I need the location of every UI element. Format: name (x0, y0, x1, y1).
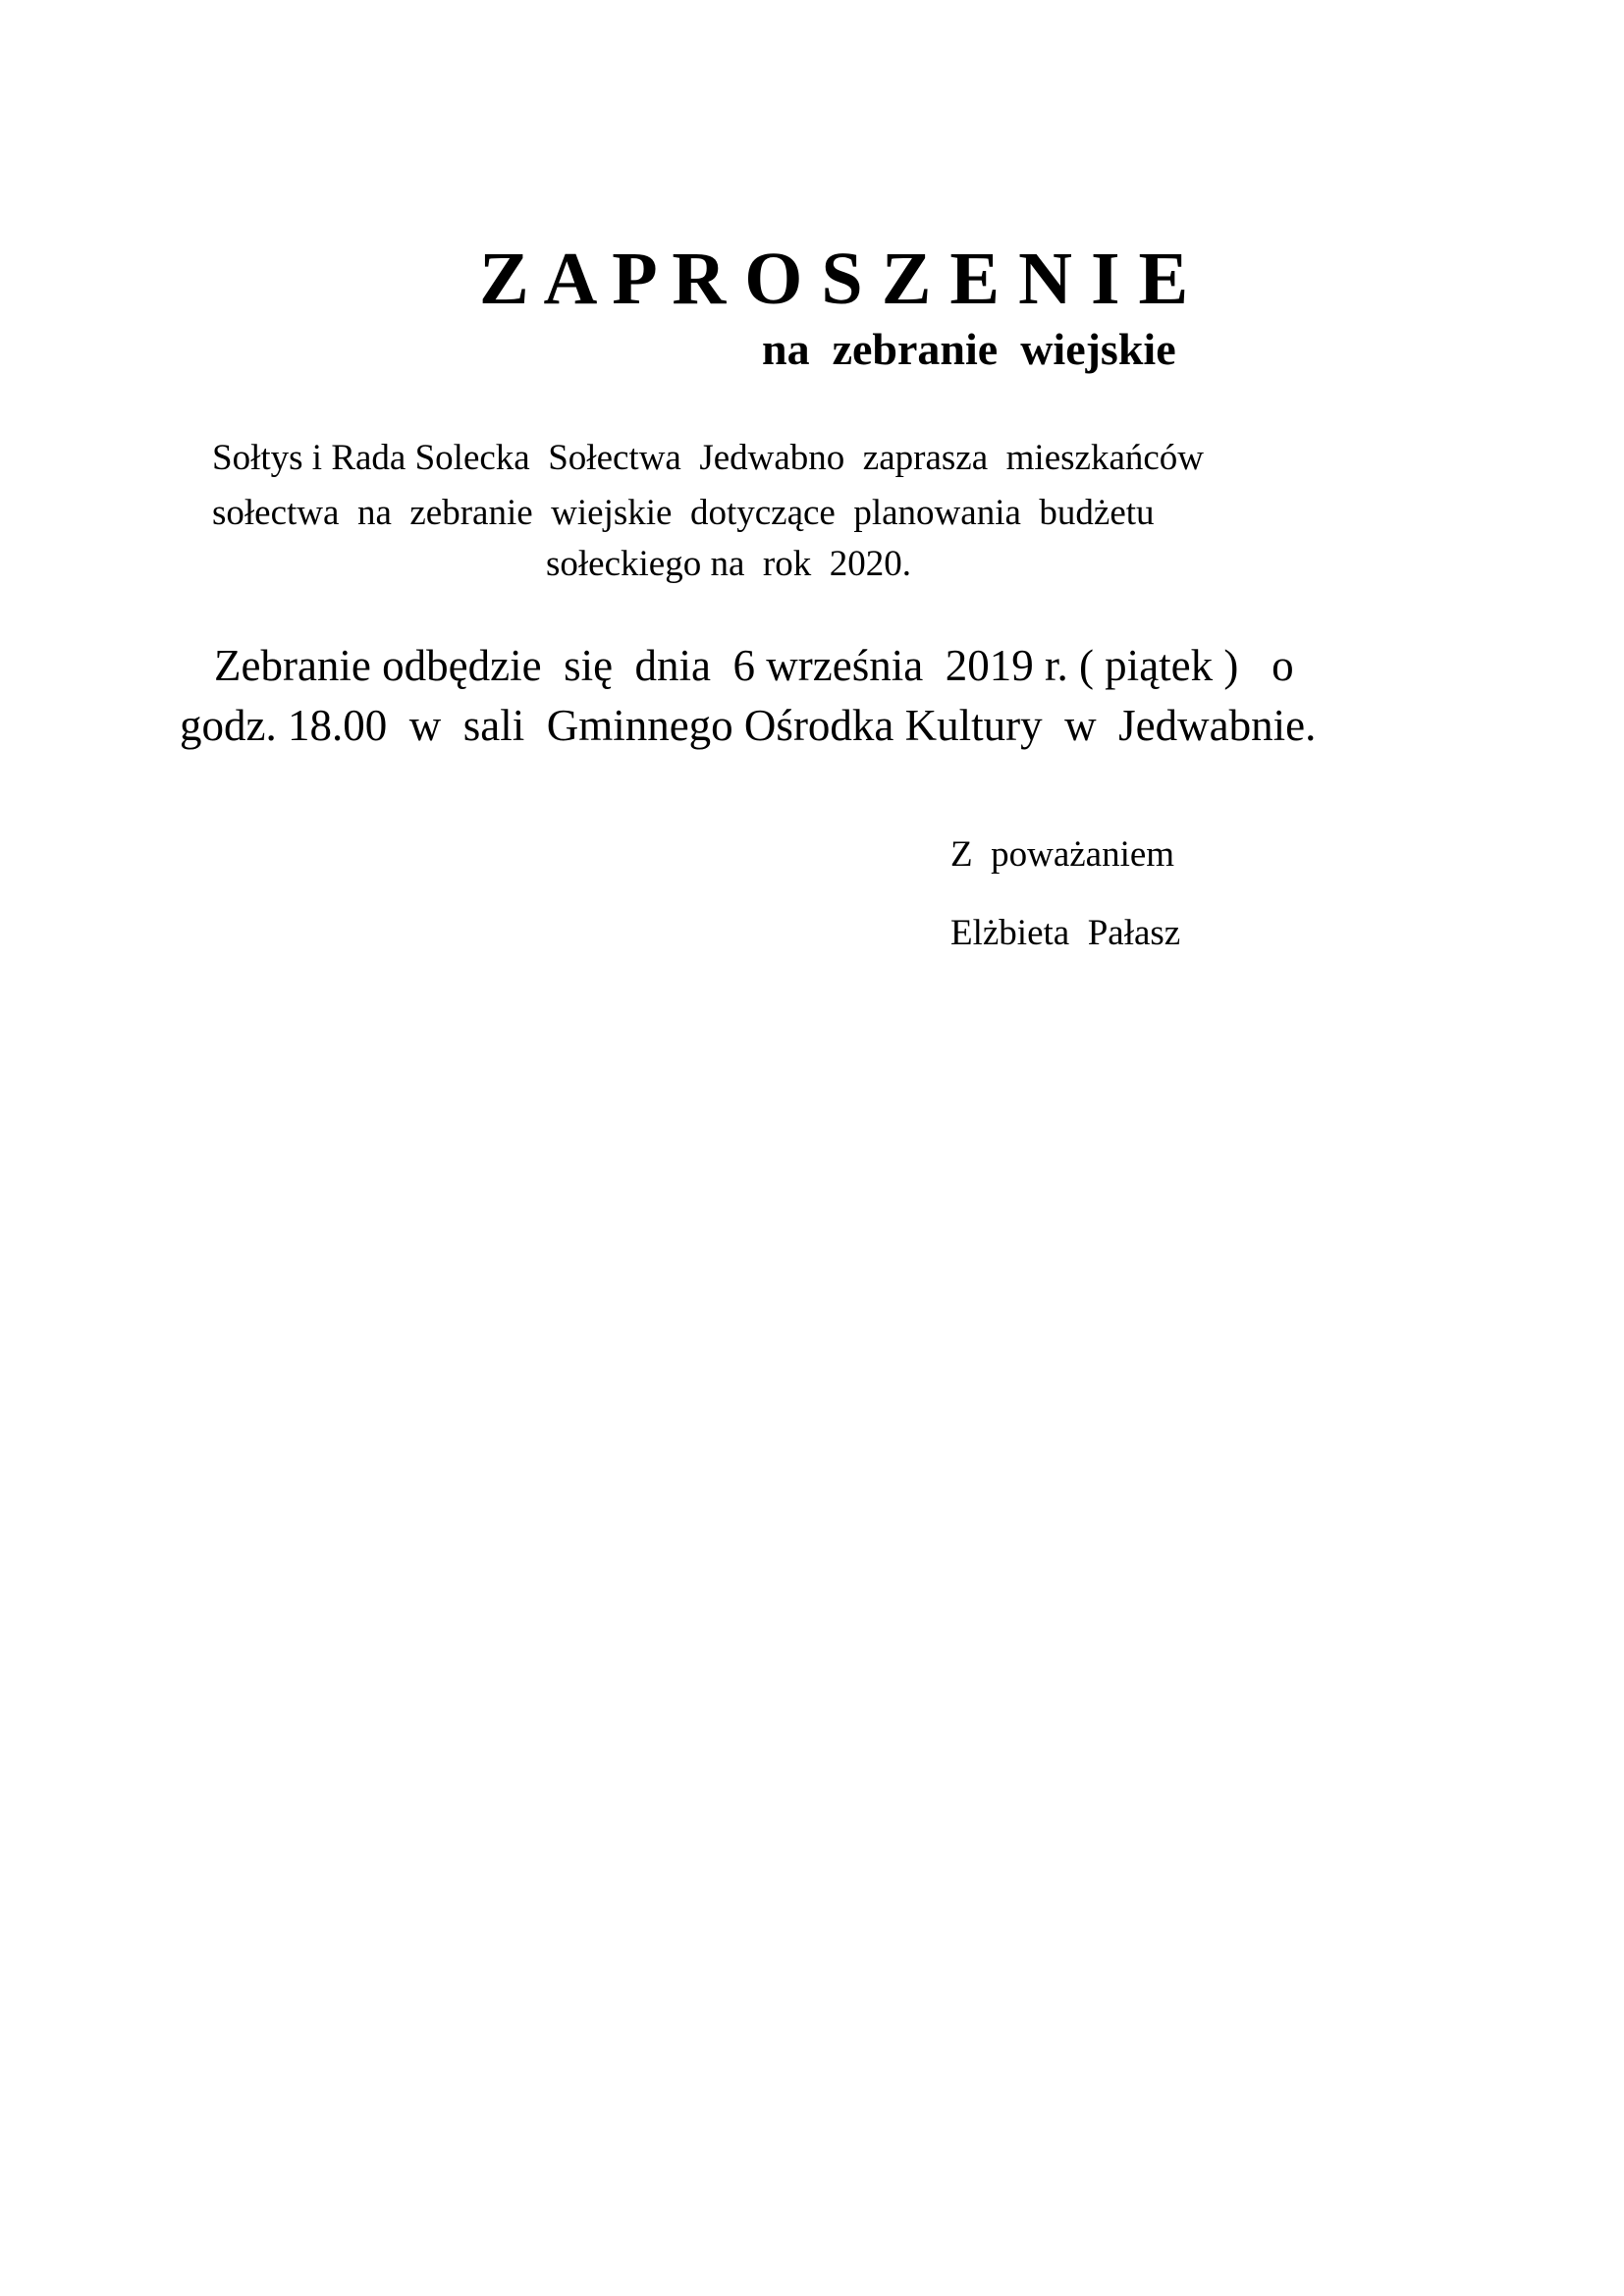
document-subtitle: na zebranie wiejskie (762, 324, 1176, 374)
closing-phrase: Z poważaniem (950, 834, 1175, 875)
paragraph-line: Zebranie odbędzie się dnia 6 września 2019 r. ( piątek ) o (214, 641, 1294, 690)
paragraph-line: Sołtys i Rada Solecka Sołectwa Jedwabno zaprasza mieszkańców (212, 438, 1205, 478)
document-title: Z A P R O S Z E N I E (479, 238, 1189, 320)
signatory-name: Elżbieta Pałasz (950, 913, 1181, 953)
paragraph-line: sołeckiego na rok 2020. (546, 544, 911, 584)
paragraph-line: godz. 18.00 w sali Gminnego Ośrodka Kultury w Jedwabnie. (180, 701, 1317, 750)
paragraph-line: sołectwa na zebranie wiejskie dotyczące planowania budżetu (212, 493, 1155, 533)
